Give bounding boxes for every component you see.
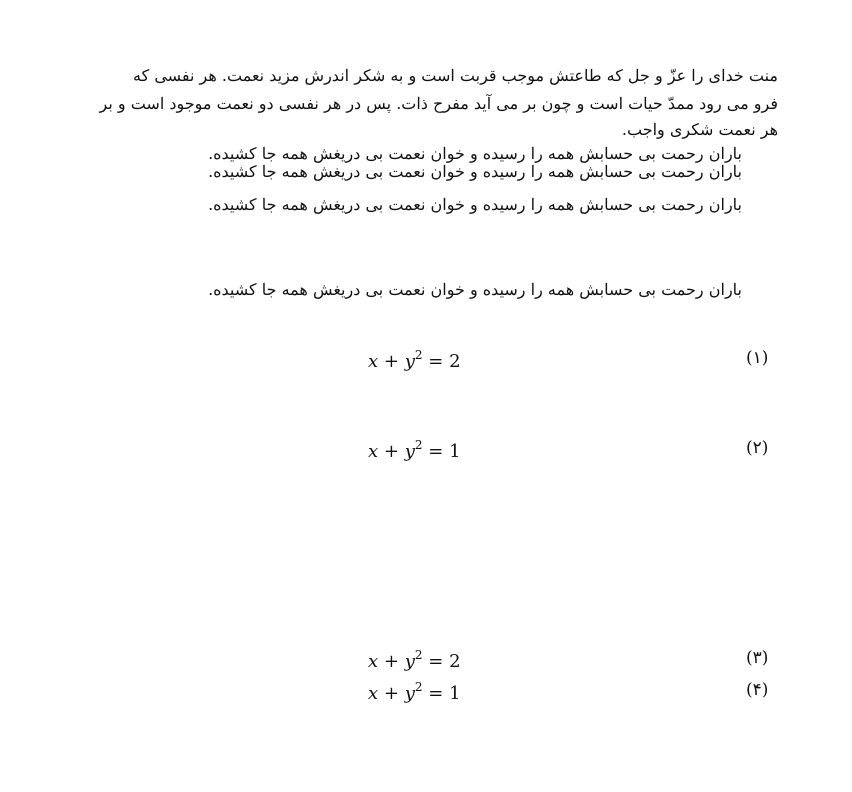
equation-2 <box>368 438 461 462</box>
equation-2-number: (۲) <box>746 438 769 458</box>
equation-1-number: (۱) <box>746 348 769 368</box>
equation-2-var-x: x <box>368 441 379 462</box>
equation-3-exponent: 2 <box>414 648 423 662</box>
equation-1-var-x: x <box>368 351 379 372</box>
equation-2-exponent: 2 <box>414 438 423 452</box>
equation-3-equals: = <box>428 651 444 672</box>
equation-4-number: (۴) <box>746 680 769 700</box>
equation-1-var-y: y <box>404 351 415 372</box>
equation-3 <box>368 648 461 672</box>
repeated-line-1: باران رحمت بی حسابش همه را رسیده و خوان نعمت بی دریغش همه جا کشیده. <box>208 144 742 163</box>
paragraph-line-1: منت خدای را عزّ و جل که طاعتش موجب قربت است و به شکر اندرش مزید نعمت. هر نفسی که <box>133 66 778 85</box>
equation-1 <box>368 348 461 372</box>
equation-4-equals: = <box>428 683 444 704</box>
equation-3-plus: + <box>383 651 399 672</box>
equation-3-number: (۳) <box>746 648 769 668</box>
repeated-line-4: باران رحمت بی حسابش همه را رسیده و خوان نعمت بی دریغش همه جا کشیده. <box>208 280 742 299</box>
equation-1-plus: + <box>383 351 399 372</box>
repeated-line-2: باران رحمت بی حسابش همه را رسیده و خوان نعمت بی دریغش همه جا کشیده. <box>208 162 742 181</box>
equation-1-rhs: 2 <box>449 351 461 372</box>
paragraph-line-3: هر نعمت شکری واجب. <box>621 120 778 139</box>
repeated-line-3: باران رحمت بی حسابش همه را رسیده و خوان نعمت بی دریغش همه جا کشیده. <box>208 195 742 214</box>
equation-3-var-y: y <box>404 651 415 672</box>
equation-4-var-y: y <box>404 683 415 704</box>
equation-2-rhs: 1 <box>449 441 461 462</box>
equation-1-exponent: 2 <box>414 348 423 362</box>
equation-3-rhs: 2 <box>449 651 461 672</box>
equation-4 <box>368 680 461 704</box>
paragraph-line-2: فرو می رود ممدّ حیات است و چون بر می آید مفرح ذات. پس در هر نفسی دو نعمت موجود است و بر <box>99 94 778 113</box>
equation-4-var-x: x <box>368 683 379 704</box>
equation-4-rhs: 1 <box>449 683 461 704</box>
equation-2-equals: = <box>428 441 444 462</box>
equation-4-exponent: 2 <box>414 680 423 694</box>
equation-3-var-x: x <box>368 651 379 672</box>
equation-2-var-y: y <box>404 441 415 462</box>
equation-2-plus: + <box>383 441 399 462</box>
equation-4-plus: + <box>383 683 399 704</box>
equation-1-equals: = <box>428 351 444 372</box>
